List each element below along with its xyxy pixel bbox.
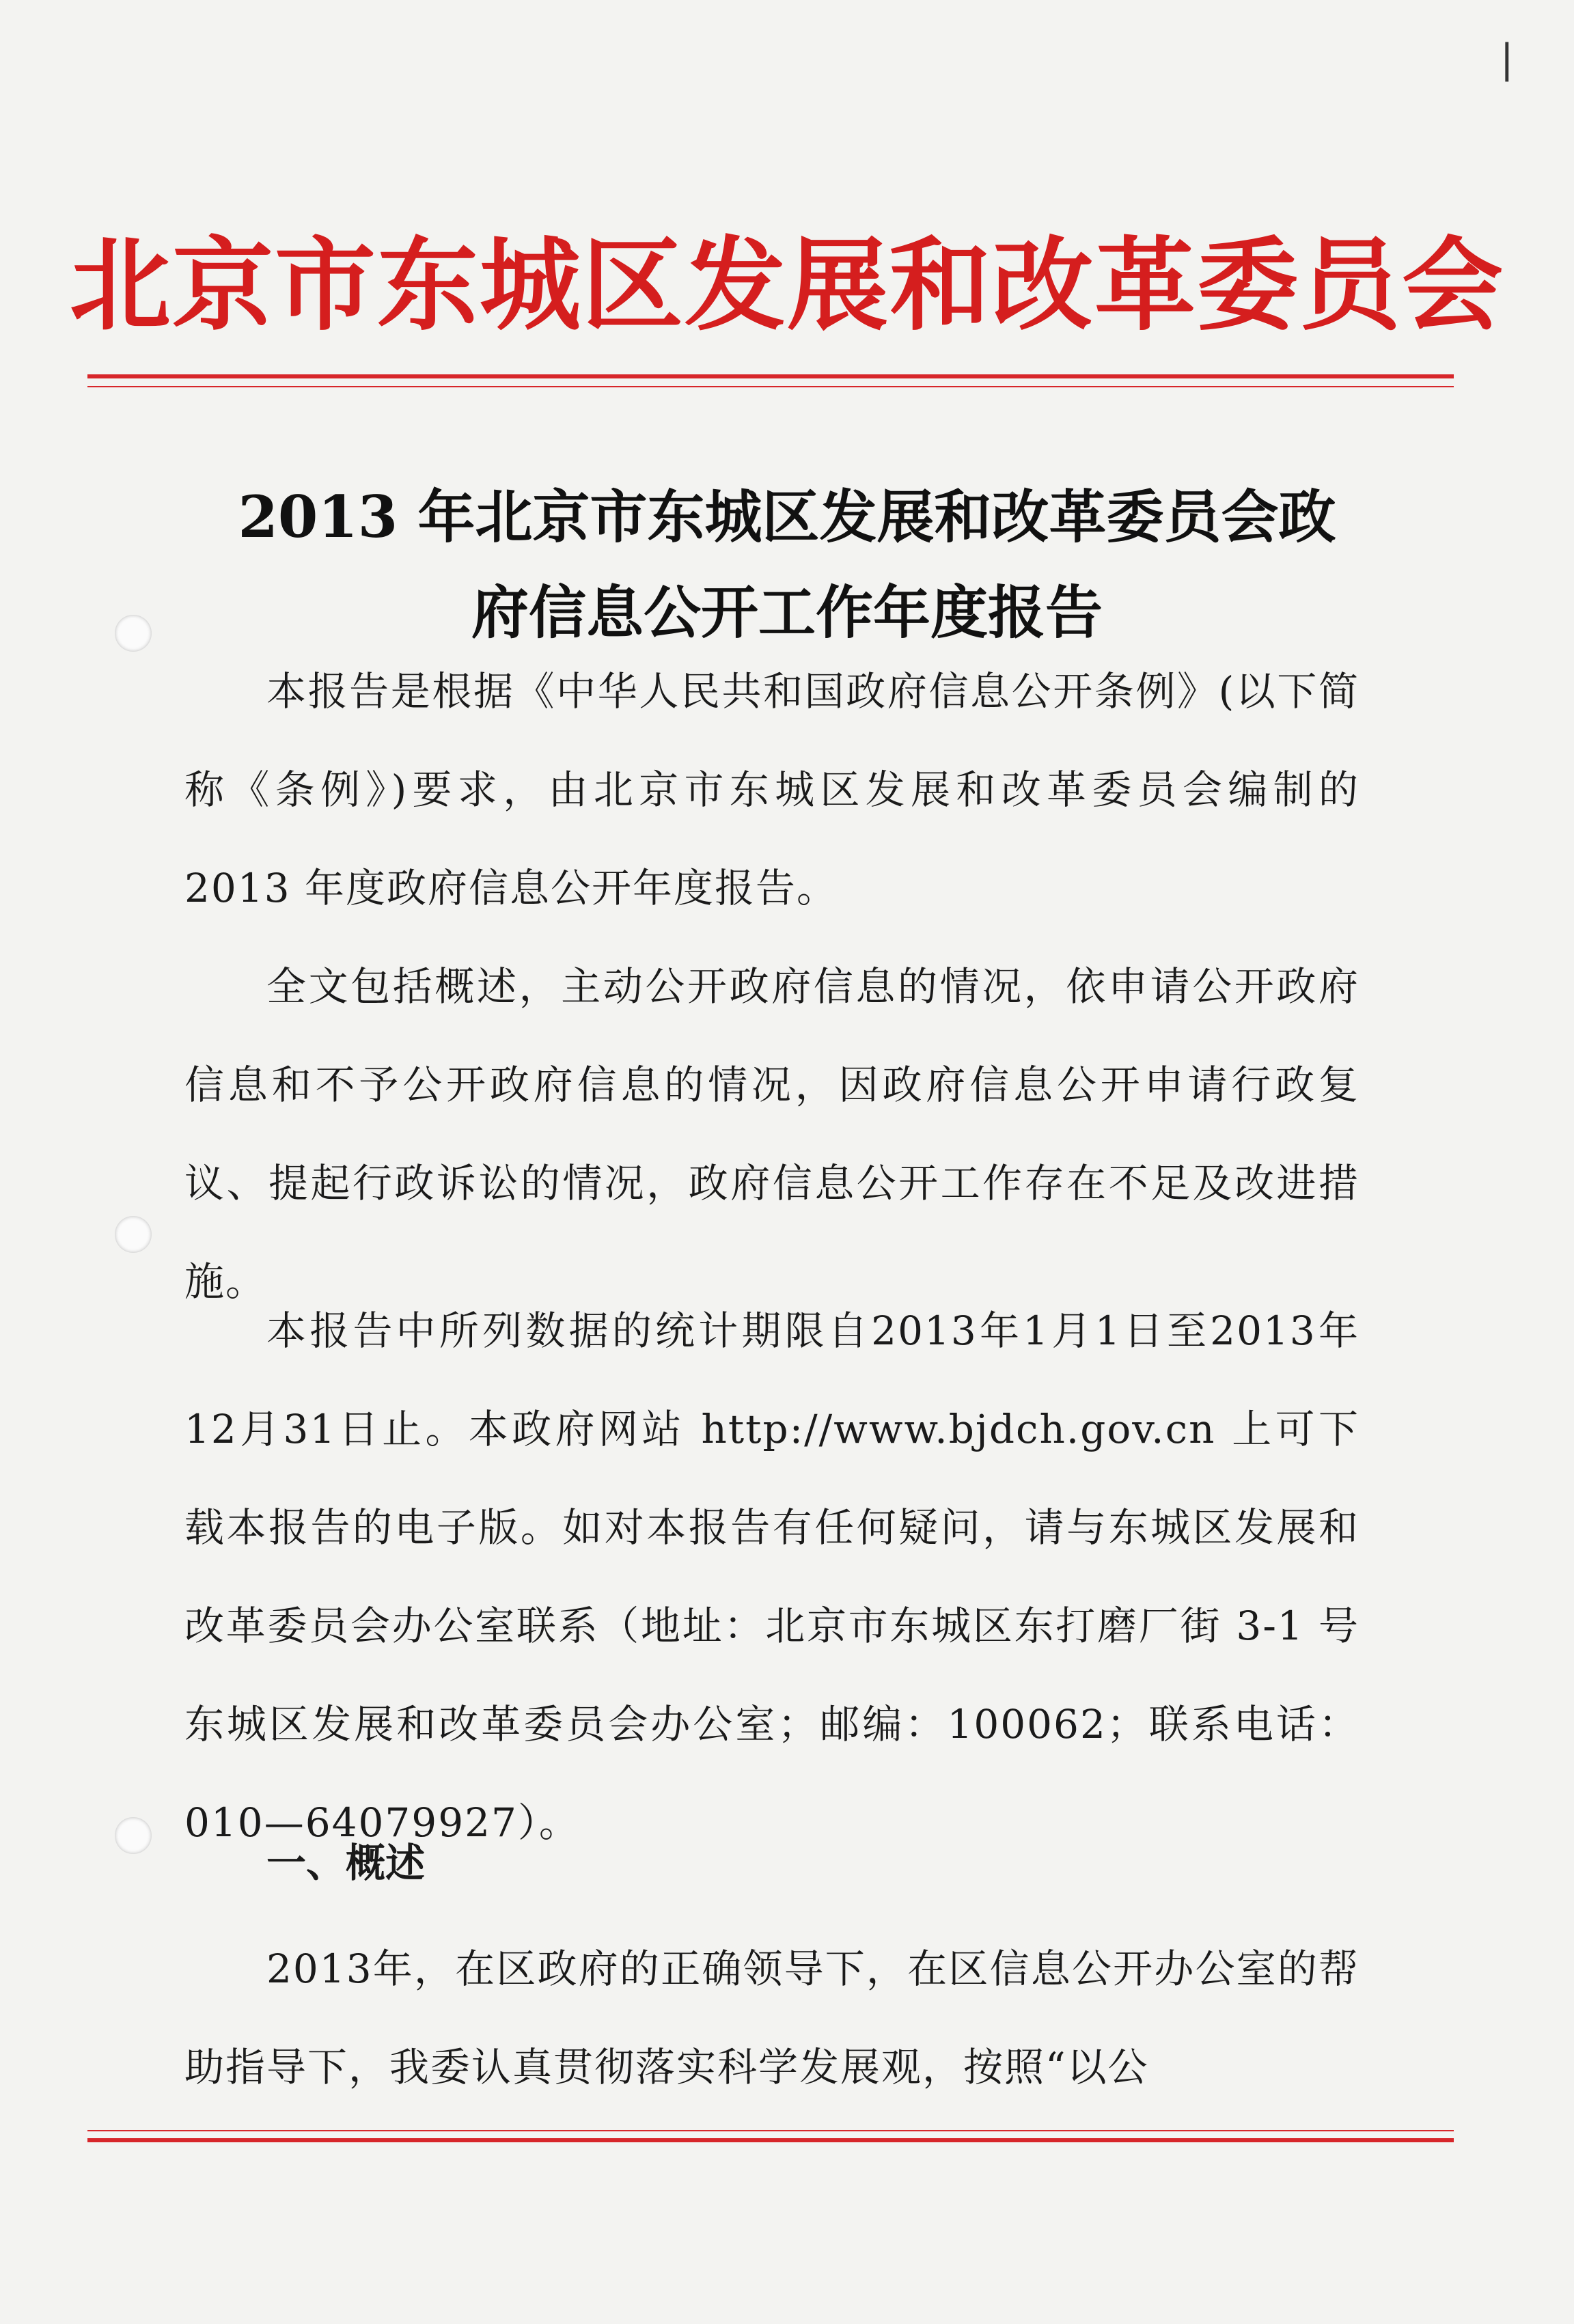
report-title-line2: 府信息公开工作年度报告 <box>471 579 1103 646</box>
footer-rule <box>87 2138 1454 2142</box>
intro-paragraph: 本报告是根据《中华人民共和国政府信息公开条例》(以下简称《条例》)要求，由北京市东城区发展和改革委员会编制的 2013 年度政府信息公开年度报告。 <box>184 668 1359 911</box>
punch-hole <box>115 1817 152 1854</box>
margin-mark: | <box>1500 36 1514 82</box>
punch-hole <box>115 1216 152 1253</box>
footer-rule-thin <box>87 2130 1454 2131</box>
section-heading: 一、概述 <box>266 1840 426 1886</box>
report-title-line1: 2013 年北京市东城区发展和改革委员会政 <box>238 483 1336 551</box>
contents-paragraph: 全文包括概述，主动公开政府信息的情况，依申请公开政府信息和不予公开政府信息的情况，因政府信息公开申请行政复议、提起行政诉讼的情况，政府信息公开工作存在不足及改进措施。 <box>184 963 1359 1305</box>
letterhead-rule-thin <box>87 386 1454 387</box>
statistics-paragraph: 本报告中所列数据的统计期限自2013年1月1日至2013年12月31日止。本政府网站 http://www.bjdch.gov.cn 上可下载本报告的电子版。如对本报告有任何疑问，请与东城区发展和改革委员会办公室联系（地址：北京市东城区东打磨厂街 3-1 号东城区发展和改革委员会办公室；邮编：100062；联系电话：010—64079927）。 <box>184 1308 1359 1846</box>
letterhead-rule <box>87 374 1454 378</box>
letterhead-title: 北京市东城区发展和改革委员会 <box>70 227 1504 344</box>
overview-paragraph: 2013年，在区政府的正确领导下，在区信息公开办公室的帮助指导下，我委认真贯彻落实科学发展观，按照“以公 <box>184 1946 1359 2090</box>
